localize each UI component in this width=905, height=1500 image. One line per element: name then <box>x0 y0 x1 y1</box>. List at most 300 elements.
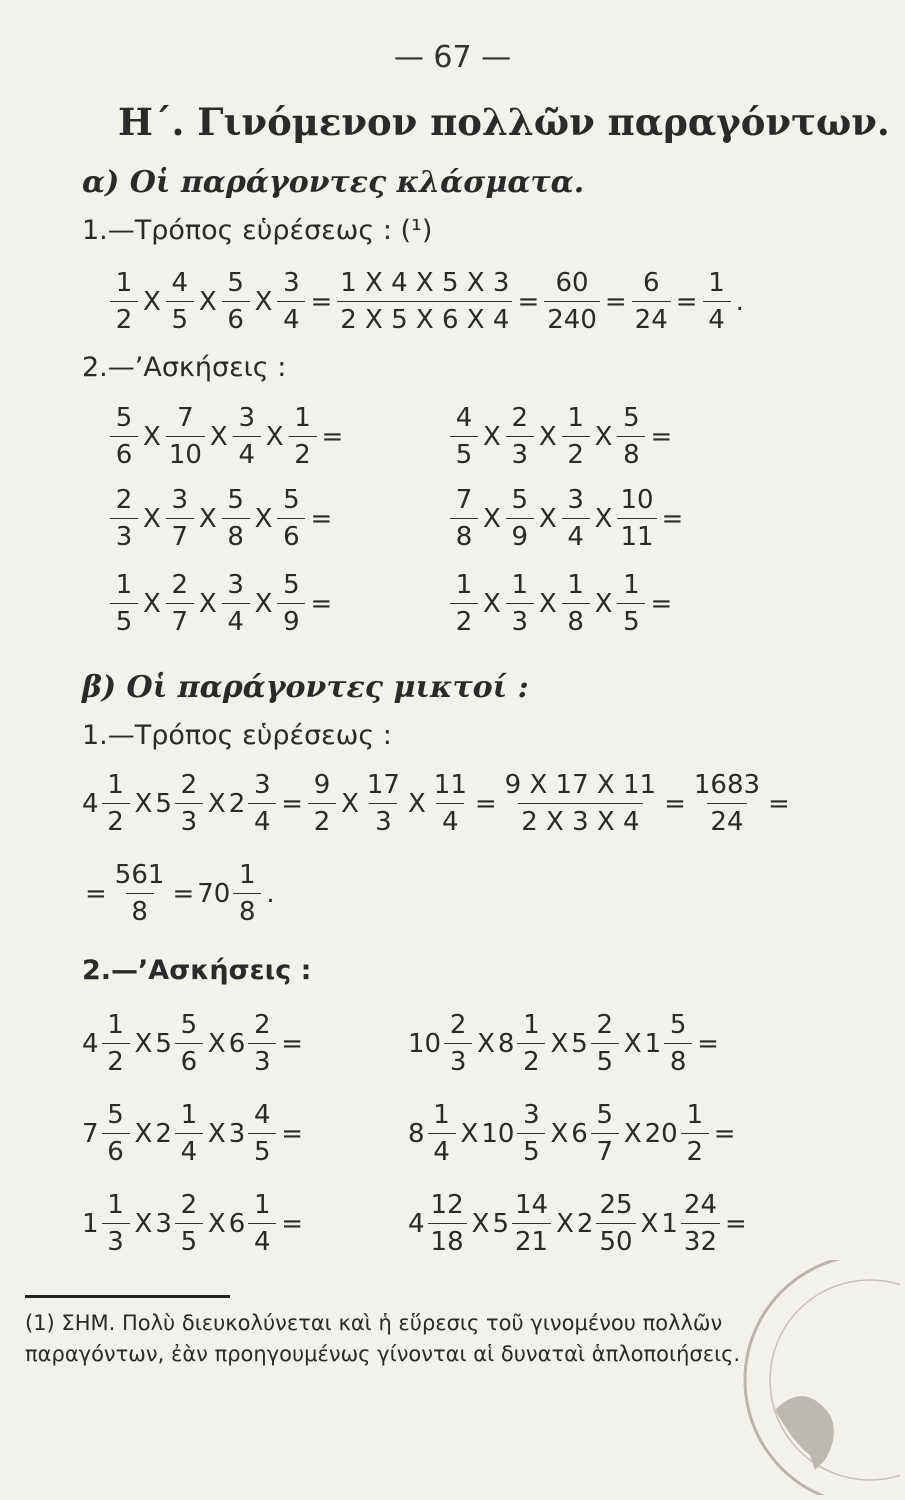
numerator: 2 <box>180 1190 198 1220</box>
denominator: 4 <box>436 803 464 835</box>
library-stamp <box>735 1260 900 1499</box>
numerator: 1 <box>567 570 584 600</box>
numerator: 1 <box>107 770 124 800</box>
fraction <box>166 572 194 635</box>
denominator: 7 <box>591 1133 619 1165</box>
operator: X <box>550 1028 569 1059</box>
denominator: 3 <box>110 518 138 550</box>
fraction <box>691 772 763 835</box>
fraction <box>431 772 470 835</box>
denominator: 2 <box>102 1043 130 1075</box>
operator: X <box>198 588 217 619</box>
denominator: 24 <box>632 301 671 333</box>
operator: X <box>254 503 273 534</box>
fraction <box>175 1192 203 1255</box>
fraction <box>175 772 203 835</box>
fraction <box>277 270 305 333</box>
whole-number: 4 <box>408 1208 425 1239</box>
eq-b-method2 <box>82 862 278 925</box>
fraction <box>248 1012 276 1075</box>
operator: = <box>604 286 627 317</box>
numerator: 3 <box>171 485 189 515</box>
operator: X <box>143 286 161 317</box>
operator: X <box>254 286 273 317</box>
whole-number: 5 <box>571 1028 588 1059</box>
eq-b-ex3 <box>82 1102 306 1165</box>
denominator: 5 <box>175 1223 203 1255</box>
operator: X <box>207 1118 226 1149</box>
operator: = <box>661 503 684 534</box>
denominator: 6 <box>222 301 250 333</box>
operator: X <box>538 588 557 619</box>
numerator: 5 <box>283 485 300 515</box>
fraction <box>562 487 590 550</box>
fraction <box>664 1012 692 1075</box>
operator: = <box>281 1118 304 1149</box>
denominator: 2 X 5 X 6 X 4 <box>337 301 512 333</box>
fraction <box>102 1102 130 1165</box>
denominator: 18 <box>428 1223 467 1255</box>
section-b-heading: β) Οἱ παράγοντες μικτοί : <box>82 670 529 705</box>
operator: X <box>207 788 226 819</box>
operator: X <box>623 1118 642 1149</box>
fraction <box>233 862 261 925</box>
whole-number: 2 <box>155 1118 172 1149</box>
whole-number: 10 <box>481 1118 515 1149</box>
operator: = <box>725 1208 747 1239</box>
numerator: 1 <box>107 1190 124 1220</box>
operator: = <box>281 1208 304 1239</box>
numerator: 1 <box>294 403 311 433</box>
fraction <box>110 487 138 550</box>
numerator: 17 <box>366 770 400 800</box>
whole-number: 10 <box>408 1028 442 1059</box>
whole-number: 3 <box>228 1118 246 1149</box>
eq-b-ex5 <box>82 1192 306 1255</box>
fraction <box>591 1102 619 1165</box>
numerator: 5 <box>511 485 529 515</box>
denominator: 2 <box>102 803 130 835</box>
denominator: 5 <box>591 1043 619 1075</box>
denominator: 9 <box>506 518 534 550</box>
operator: = <box>281 1028 304 1059</box>
fraction <box>617 572 645 635</box>
operator: X <box>143 503 161 534</box>
fraction <box>110 405 138 468</box>
eq-a-method <box>108 270 747 333</box>
fraction <box>506 487 534 550</box>
numerator: 5 <box>227 268 244 298</box>
operator: X <box>483 588 501 619</box>
denominator: 3 <box>175 803 203 835</box>
denominator: 5 <box>517 1133 545 1165</box>
numerator: 561 <box>114 860 165 890</box>
denominator: 4 <box>248 1223 276 1255</box>
chapter-title: Η΄. Γινόμενον πολλῶν παραγόντων. <box>118 100 890 144</box>
operator: X <box>134 1118 153 1149</box>
whole-number: 5 <box>492 1208 509 1239</box>
fraction <box>248 772 276 835</box>
denominator: 4 <box>703 301 731 333</box>
fraction <box>222 487 250 550</box>
fraction <box>277 487 305 550</box>
operator: X <box>143 421 161 452</box>
numerator: 3 <box>227 570 244 600</box>
fraction <box>632 270 671 333</box>
numerator: 60 <box>555 268 589 298</box>
denominator: 8 <box>562 603 590 635</box>
fraction <box>450 405 478 468</box>
denominator: 5 <box>617 603 645 635</box>
denominator: 4 <box>175 1133 203 1165</box>
eq-a-ex6 <box>448 572 675 635</box>
numerator: 12 <box>430 1190 464 1220</box>
whole-number: 2 <box>576 1208 594 1239</box>
denominator: 2 X 3 X 4 <box>518 803 642 835</box>
numerator: 11 <box>433 770 467 800</box>
operator: = <box>310 503 333 534</box>
denominator: 2 <box>450 603 478 635</box>
denominator: 6 <box>110 436 138 468</box>
operator: X <box>556 1208 574 1239</box>
footnote: (1) ΣΗΜ. Πολὺ διευκολύνεται καὶ ἡ εὕρεσις τοῦ γινομένου πολλῶν παραγόντων, ἐὰν προηγουμένως γίνονται αἱ δυναταὶ ἁπλοποιήσεις. <box>25 1311 741 1366</box>
numerator: 5 <box>623 403 640 433</box>
denominator: 6 <box>277 518 305 550</box>
whole-number: 3 <box>155 1208 172 1239</box>
fraction <box>596 1192 635 1255</box>
operator: = <box>664 788 686 819</box>
numerator: 1 <box>115 570 133 600</box>
footnote-rule <box>25 1295 230 1298</box>
fraction <box>102 1192 130 1255</box>
numerator: 1 <box>523 1010 540 1040</box>
fraction <box>222 270 250 333</box>
fraction <box>517 1102 545 1165</box>
operator: = <box>172 878 195 909</box>
section-a-exercises-heading: 2.—’Ασκήσεις : <box>82 352 287 383</box>
numerator: 5 <box>180 1010 198 1040</box>
fraction <box>428 1102 456 1165</box>
eq-b-ex1 <box>82 1012 306 1075</box>
fraction <box>166 405 205 468</box>
denominator: 2 <box>562 436 590 468</box>
fraction <box>102 772 130 835</box>
denominator: 4 <box>428 1133 456 1165</box>
denominator: 240 <box>544 301 600 333</box>
denominator: 5 <box>248 1133 276 1165</box>
numerator: 14 <box>515 1190 549 1220</box>
fraction <box>233 405 261 468</box>
denominator: 11 <box>617 518 656 550</box>
fraction <box>248 1192 276 1255</box>
denominator: 4 <box>562 518 590 550</box>
numerator: 24 <box>683 1190 717 1220</box>
denominator: 10 <box>166 436 205 468</box>
denominator: 4 <box>277 301 305 333</box>
fraction <box>175 1012 203 1075</box>
fraction <box>562 405 590 468</box>
numerator: 5 <box>596 1100 614 1130</box>
operator: X <box>483 503 501 534</box>
numerator: 1683 <box>693 770 761 800</box>
fraction <box>517 1012 545 1075</box>
fraction <box>450 487 478 550</box>
fraction <box>308 772 336 835</box>
fraction <box>166 487 194 550</box>
fraction <box>112 862 168 925</box>
numerator: 2 <box>180 770 198 800</box>
whole-number: 20 <box>644 1118 678 1149</box>
numerator: 7 <box>177 403 194 433</box>
numerator: 25 <box>599 1190 633 1220</box>
numerator: 1 <box>686 1100 703 1130</box>
denominator: 7 <box>166 603 194 635</box>
denominator: 5 <box>450 436 478 468</box>
numerator: 3 <box>567 485 584 515</box>
denominator: 6 <box>175 1043 203 1075</box>
denominator: 3 <box>444 1043 472 1075</box>
numerator: 6 <box>642 268 660 298</box>
operator: X <box>134 1208 153 1239</box>
whole-number: 8 <box>497 1028 515 1059</box>
operator: = <box>697 1028 719 1059</box>
section-b-exercises-heading: 2.—’Ασκήσεις : <box>82 955 312 986</box>
denominator: 8 <box>222 518 250 550</box>
numerator: 1 <box>107 1010 124 1040</box>
eq-b-ex4 <box>408 1102 739 1165</box>
fraction <box>591 1012 619 1075</box>
fraction <box>703 270 731 333</box>
fraction <box>337 270 512 333</box>
whole-number: 8 <box>408 1118 425 1149</box>
fraction <box>277 572 305 635</box>
eq-b-ex2 <box>408 1012 722 1075</box>
denominator: 8 <box>664 1043 692 1075</box>
numerator: 2 <box>449 1010 467 1040</box>
numerator: 3 <box>238 403 255 433</box>
fraction <box>110 572 138 635</box>
denominator: 8 <box>450 518 478 550</box>
operator: = <box>650 421 673 452</box>
fraction <box>512 1192 551 1255</box>
fraction <box>562 572 590 635</box>
operator: . <box>266 878 275 909</box>
fraction <box>110 270 138 333</box>
numerator: 1 X 4 X 5 X 3 <box>340 268 510 298</box>
denominator: 3 <box>506 436 534 468</box>
numerator: 1 <box>115 268 133 298</box>
whole-number: 1 <box>82 1208 99 1239</box>
fraction <box>681 1192 720 1255</box>
numerator: 1 <box>455 570 473 600</box>
denominator: 2 <box>110 301 138 333</box>
operator: = <box>310 588 333 619</box>
page-number: — 67 — <box>393 40 512 75</box>
whole-number: 70 <box>197 878 231 909</box>
denominator: 6 <box>102 1133 130 1165</box>
numerator: 10 <box>620 485 654 515</box>
operator: X <box>198 503 217 534</box>
operator: X <box>254 588 273 619</box>
numerator: 2 <box>511 403 529 433</box>
operator: X <box>143 588 161 619</box>
operator: X <box>265 421 284 452</box>
numerator: 2 <box>115 485 133 515</box>
eq-a-ex4 <box>448 487 686 550</box>
numerator: 1 <box>239 860 256 890</box>
fraction <box>175 1102 203 1165</box>
section-b-method-heading: 1.—Τρόπος εὑρέσεως : <box>82 720 392 751</box>
operator: = <box>650 588 673 619</box>
fraction <box>450 572 478 635</box>
denominator: 8 <box>126 893 154 925</box>
fraction <box>248 1102 276 1165</box>
numerator: 3 <box>253 770 271 800</box>
fraction <box>681 1102 709 1165</box>
operator: X <box>471 1208 490 1239</box>
denominator: 2 <box>289 436 317 468</box>
fraction <box>102 1012 130 1075</box>
operator: . <box>735 286 744 317</box>
operator: X <box>550 1118 569 1149</box>
eq-a-ex2 <box>448 405 675 468</box>
operator: X <box>134 1028 153 1059</box>
numerator: 7 <box>455 485 473 515</box>
fraction <box>428 1192 467 1255</box>
operator: = <box>768 788 790 819</box>
whole-number: 7 <box>82 1118 99 1149</box>
whole-number: 1 <box>661 1208 678 1239</box>
whole-number: 1 <box>644 1028 662 1059</box>
denominator: 4 <box>222 603 250 635</box>
numerator: 3 <box>283 268 300 298</box>
numerator: 4 <box>253 1100 271 1130</box>
denominator: 5 <box>166 301 194 333</box>
operator: X <box>341 788 359 819</box>
denominator: 3 <box>102 1223 130 1255</box>
denominator: 4 <box>248 803 276 835</box>
operator: = <box>474 788 497 819</box>
denominator: 2 <box>308 803 336 835</box>
numerator: 1 <box>253 1190 271 1220</box>
operator: = <box>713 1118 736 1149</box>
operator: X <box>538 421 557 452</box>
numerator: 5 <box>115 403 133 433</box>
numerator: 1 <box>708 268 725 298</box>
whole-number: 4 <box>82 1028 99 1059</box>
numerator: 9 X 17 X 11 <box>504 770 657 800</box>
numerator: 2 <box>171 570 189 600</box>
numerator: 3 <box>523 1100 540 1130</box>
fraction <box>617 487 656 550</box>
numerator: 2 <box>596 1010 614 1040</box>
numerator: 1 <box>567 403 584 433</box>
operator: X <box>594 421 613 452</box>
operator: = <box>281 788 304 819</box>
numerator: 1 <box>511 570 529 600</box>
fraction <box>544 270 600 333</box>
denominator: 32 <box>681 1223 720 1255</box>
denominator: 3 <box>369 803 397 835</box>
whole-number: 6 <box>228 1028 246 1059</box>
numerator: 5 <box>107 1100 124 1130</box>
whole-number: 4 <box>82 788 99 819</box>
fraction <box>289 405 317 468</box>
operator: = <box>675 286 698 317</box>
denominator: 5 <box>110 603 138 635</box>
denominator: 3 <box>506 603 534 635</box>
operator: = <box>85 878 107 909</box>
operator: = <box>321 421 344 452</box>
whole-number: 2 <box>228 788 246 819</box>
numerator: 4 <box>171 268 189 298</box>
denominator: 24 <box>707 803 746 835</box>
eq-b-method1 <box>82 772 793 835</box>
whole-number: 5 <box>155 788 172 819</box>
numerator: 1 <box>433 1100 450 1130</box>
operator: X <box>460 1118 479 1149</box>
section-a-method-heading: 1.—Τρόπος εὑρέσεως : (¹) <box>82 215 433 246</box>
numerator: 5 <box>669 1010 687 1040</box>
fraction <box>166 270 194 333</box>
whole-number: 6 <box>228 1208 246 1239</box>
operator: X <box>538 503 557 534</box>
operator: X <box>594 503 613 534</box>
fraction <box>506 572 534 635</box>
denominator: 21 <box>512 1223 551 1255</box>
numerator: 1 <box>180 1100 198 1130</box>
fraction <box>444 1012 472 1075</box>
operator: = <box>517 286 540 317</box>
fraction <box>364 772 403 835</box>
numerator: 5 <box>227 485 244 515</box>
denominator: 7 <box>166 518 194 550</box>
denominator: 3 <box>248 1043 276 1075</box>
fraction <box>502 772 659 835</box>
operator: X <box>594 588 613 619</box>
operator: X <box>407 788 426 819</box>
operator: X <box>209 421 228 452</box>
operator: X <box>207 1028 226 1059</box>
operator: X <box>623 1028 642 1059</box>
numerator: 4 <box>455 403 473 433</box>
denominator: 4 <box>233 436 261 468</box>
denominator: 2 <box>517 1043 545 1075</box>
operator: X <box>483 421 501 452</box>
numerator: 2 <box>253 1010 271 1040</box>
operator: X <box>134 788 153 819</box>
whole-number: 6 <box>571 1118 588 1149</box>
operator: = <box>310 286 333 317</box>
operator: X <box>198 286 217 317</box>
fraction <box>506 405 534 468</box>
eq-b-ex6 <box>408 1192 750 1255</box>
fraction <box>222 572 250 635</box>
denominator: 8 <box>233 893 261 925</box>
whole-number: 5 <box>155 1028 172 1059</box>
denominator: 8 <box>617 436 645 468</box>
operator: X <box>207 1208 226 1239</box>
section-a-heading: α) Οἱ παράγοντες κλάσματα. <box>82 165 585 200</box>
denominator: 2 <box>681 1133 709 1165</box>
numerator: 9 <box>313 770 331 800</box>
eq-a-ex3 <box>108 487 335 550</box>
eq-a-ex1 <box>108 405 346 468</box>
denominator: 50 <box>596 1223 635 1255</box>
fraction <box>617 405 645 468</box>
eq-a-ex5 <box>108 572 335 635</box>
numerator: 1 <box>623 570 640 600</box>
